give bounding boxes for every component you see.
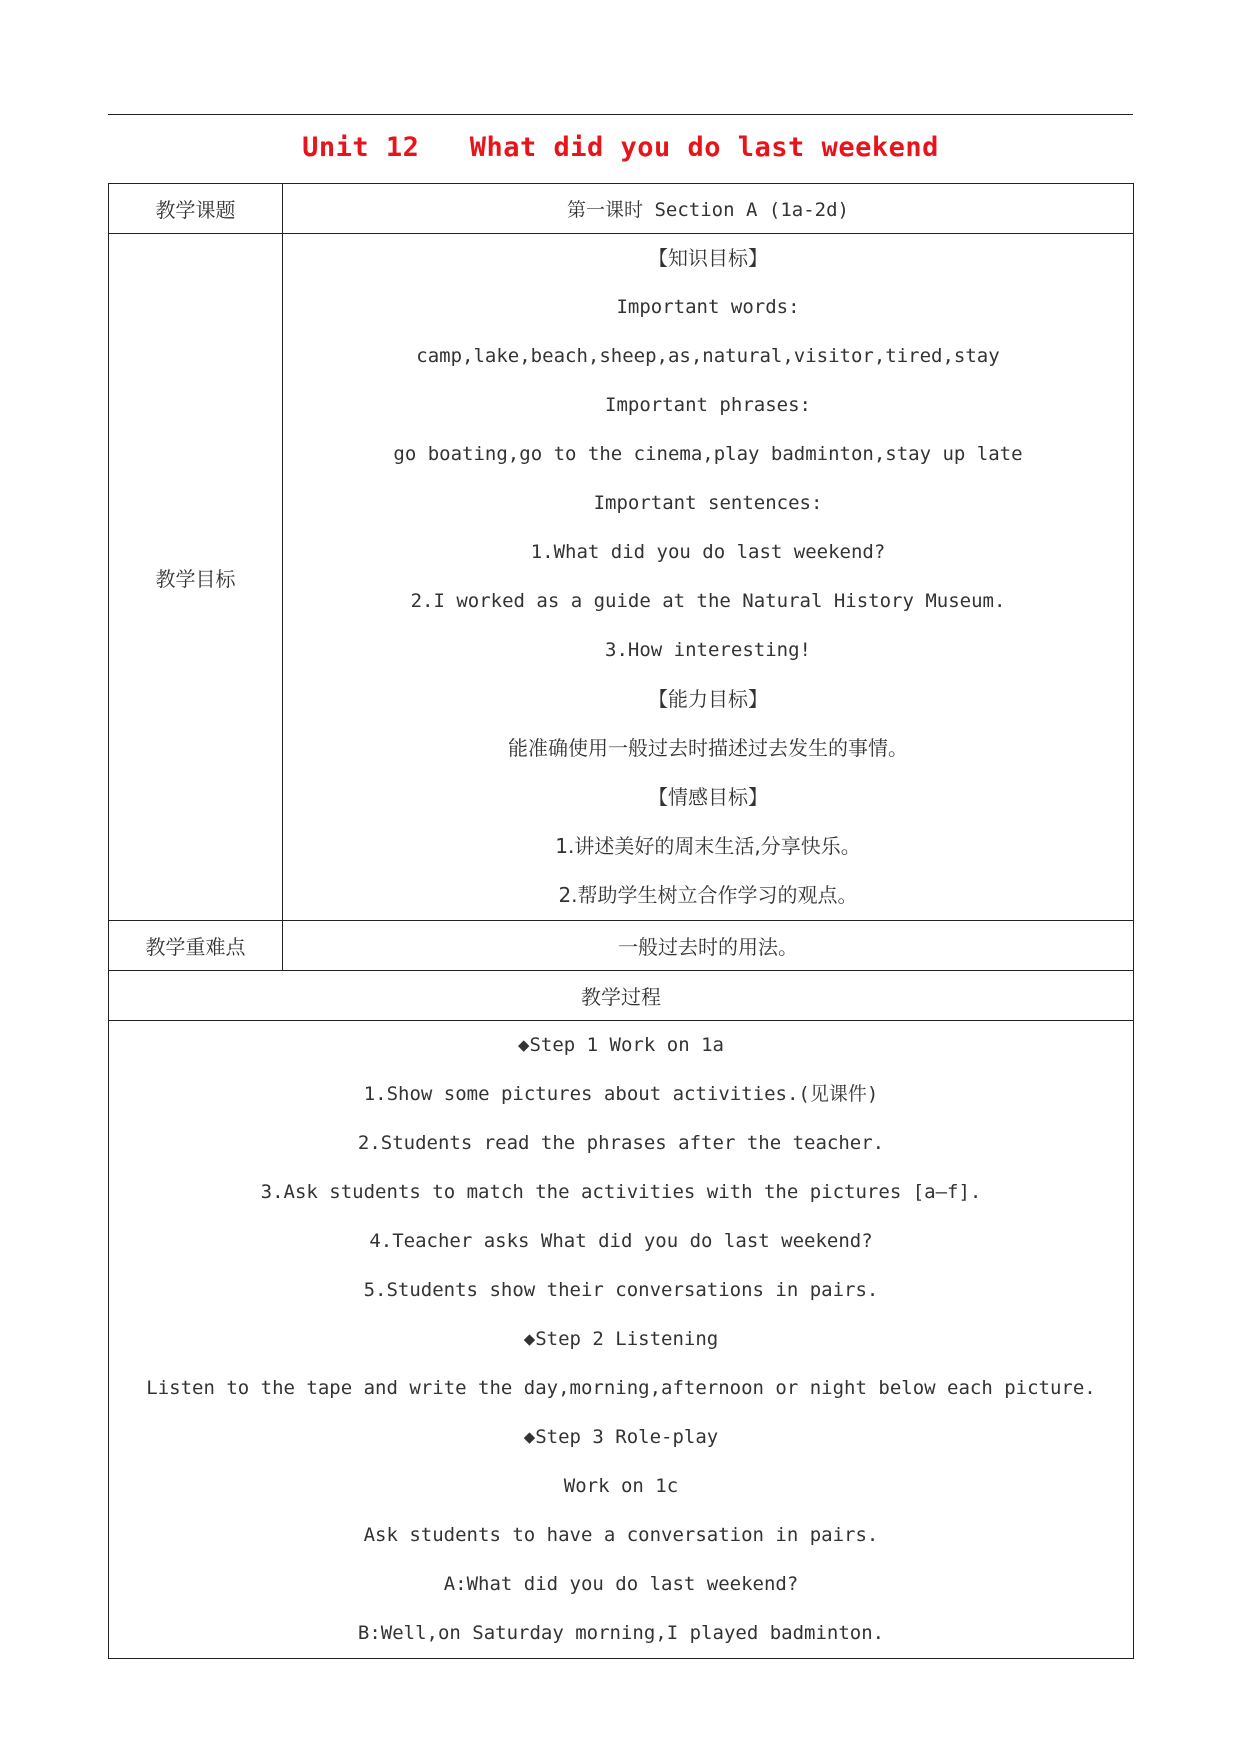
step3-item: B:Well,on Saturday morning,I played badminton. (357, 1622, 885, 1644)
emotion-item: 1.讲述美好的周末生活,分享快乐。 (555, 834, 861, 858)
process-cell (109, 1021, 1134, 1659)
words-heading: Important words: (616, 296, 800, 318)
step1-item: 1.Show some pictures about activities.(见课件) (363, 1083, 879, 1105)
step1-item: 2.Students read the phrases after the teacher. (357, 1132, 885, 1154)
step2-title: ◆Step 2 Listening (523, 1328, 719, 1350)
step3-title: ◆Step 3 Role-play (523, 1426, 719, 1448)
step3-item: Work on 1c (563, 1475, 679, 1497)
process-header-row (109, 971, 1134, 1021)
key-points-label: 教学重难点 (109, 921, 283, 971)
key-points-row (109, 921, 1134, 971)
topic-row (109, 184, 1134, 234)
sentences-heading: Important sentences: (593, 492, 823, 514)
sentence-item: 2.I worked as a guide at the Natural History Museum. (410, 590, 1006, 612)
key-points-value: 一般过去时的用法。 (283, 921, 1134, 971)
sentence-item: 1.What did you do last weekend? (530, 541, 886, 563)
goals-label: 教学目标 (109, 234, 283, 921)
step1-item: 5.Students show their conversations in pairs. (363, 1279, 879, 1301)
words-list: camp,lake,beach,sheep,as,natural,visitor,tired,stay (416, 345, 1000, 367)
emotion-item: 2.帮助学生树立合作学习的观点。 (558, 883, 858, 907)
topic-label: 教学课题 (109, 184, 283, 234)
page-title: Unit 12 What did you do last weekend (302, 132, 939, 163)
phrases-list: go boating,go to the cinema,play badminton,stay up late (393, 443, 1023, 465)
goals-row (109, 234, 1134, 921)
step3-item: Ask students to have a conversation in pairs. (363, 1524, 879, 1546)
step1-title: ◆Step 1 Work on 1a (518, 1034, 724, 1056)
header-rule (108, 114, 1133, 115)
goals-cell (283, 234, 1134, 921)
process-label: 教学过程 (109, 971, 1134, 1021)
sentence-item: 3.How interesting! (605, 639, 811, 661)
step1-item: 4.Teacher asks What did you do last weekend? (369, 1230, 873, 1252)
ability-text: 能准确使用一般过去时描述过去发生的事情。 (508, 736, 908, 760)
lesson-plan-table (108, 183, 1134, 1659)
phrases-heading: Important phrases: (605, 394, 811, 416)
process-row (109, 1021, 1134, 1659)
step3-item: A:What did you do last weekend? (443, 1573, 799, 1595)
ability-header: 【能力目标】 (648, 687, 768, 711)
knowledge-header: 【知识目标】 (648, 246, 768, 270)
emotion-header: 【情感目标】 (648, 785, 768, 809)
step2-text: Listen to the tape and write the day,morning,afternoon or night below each picture. (146, 1377, 1096, 1399)
topic-value: 第一课时 Section A (1a-2d) (283, 184, 1134, 234)
step1-item: 3.Ask students to match the activities with the pictures [a—f]. (260, 1181, 982, 1203)
